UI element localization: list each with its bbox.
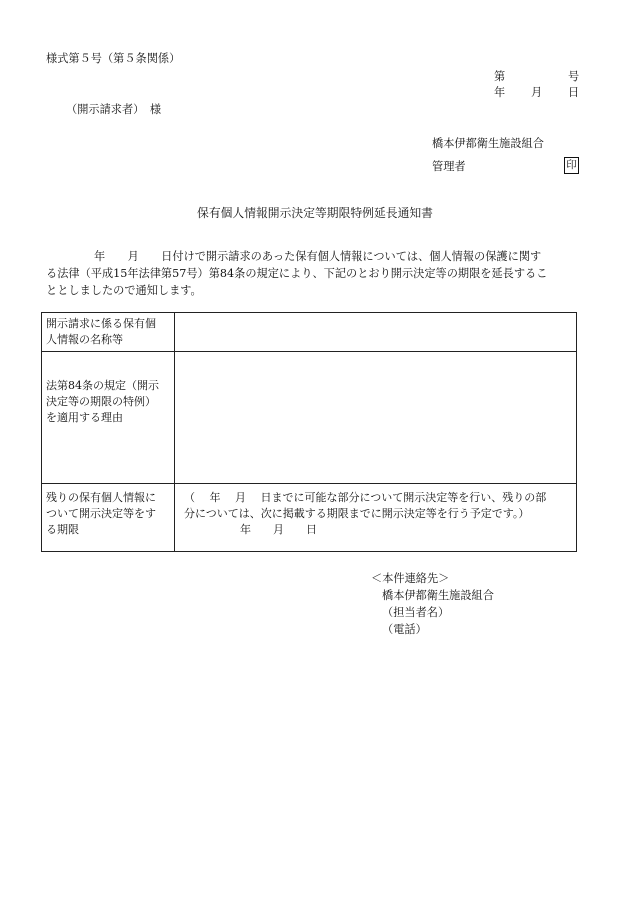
body-line: ととしましたので通知します。 [46,284,202,297]
row-value-information-name [175,313,577,352]
label-line: る期限 [46,523,79,536]
number-prefix: 第 [494,70,506,83]
number-suffix: 号 [568,70,580,83]
table-row [42,313,577,352]
label-line: を適用する理由 [46,411,123,424]
date-year: 年 [494,86,506,99]
row-label-information-name [42,313,175,352]
date-month: 月 [531,86,543,99]
label-line: 人情報の名称等 [46,333,123,346]
row-value-deadline [175,484,577,552]
issuer-manager: 管理者 [432,160,466,173]
label-line: 開示請求に係る保有個 [46,317,156,330]
date-day: 日 [568,86,580,99]
contact-phone: （電話） [382,623,427,636]
label-line: ついて開示決定等をす [46,507,156,520]
row-label-reason [42,352,175,484]
label-line: 残りの保有個人情報に [46,491,156,504]
body-line: 年 月 日付けで開示請求のあった保有個人情報については、個人情報の保護に関す [94,250,542,263]
details-table [41,312,577,552]
issuer-organization: 橋本伊都衛生施設組合 [432,137,544,150]
form-number: 様式第５号（第５条関係） [46,52,181,65]
label-line: 決定等の期限の特例） [46,395,156,408]
row-value-reason [175,352,577,484]
value-line: 年 月 日 [240,523,317,536]
notice-body [46,248,580,299]
label-line: 法第84条の規定（開示 [46,379,159,392]
value-line: 分については、次に掲載する期限までに開示決定等を行う予定です。） [184,507,530,520]
table-row [42,484,577,552]
seal-box: 印 [564,157,579,174]
table-row [42,352,577,484]
contact-person: （担当者名） [382,606,450,619]
document-title: 保有個人情報開示決定等期限特例延長通知書 [197,206,433,220]
contact-heading: ＜本件連絡先＞ [371,572,450,585]
value-line: （ 年 月 日までに可能な部分について開示決定等を行い、残りの部 [184,491,547,504]
addressee: （開示請求者） 様 [66,103,162,116]
body-line: る法律（平成15年法律第57号）第84条の規定により、下記のとおり開示決定等の期限を延長するこ [46,267,548,280]
row-label-deadline [42,484,175,552]
contact-organization: 橋本伊都衛生施設組合 [382,589,494,602]
